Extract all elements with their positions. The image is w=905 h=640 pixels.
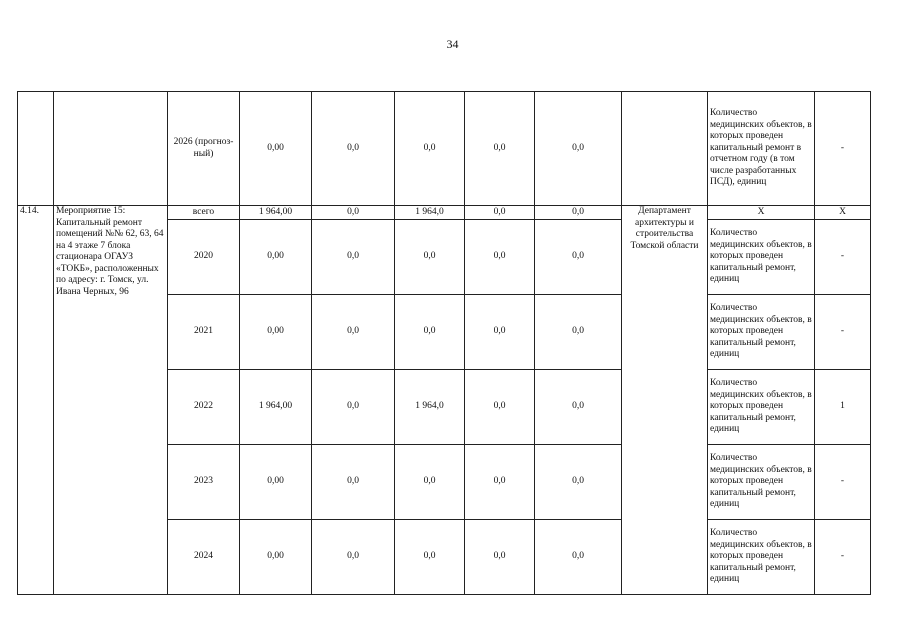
item-number: 4.14.	[18, 206, 54, 595]
total-cell: 1 964,00	[240, 370, 312, 445]
indicator-value-cell: X	[815, 206, 871, 220]
local-budget-cell: 0,0	[465, 445, 535, 520]
item-name: Мероприятие 15: Капитальный ремонт помещений №№ 62, 63, 64 на 4 этаже 7 блока стационара ОГАУЗ «ТОКБ», расположенных по адресу: г. Томск, ул. Ивана Черных, 96	[54, 206, 168, 595]
regional-budget-cell: 1 964,0	[395, 370, 465, 445]
year-cell: 2022	[168, 370, 240, 445]
page-number: 34	[446, 37, 459, 51]
other-sources-cell: 0,0	[535, 295, 622, 370]
total-cell: 0,00	[240, 520, 312, 595]
year-cell: 2020	[168, 220, 240, 295]
local-budget-cell: 0,0	[465, 295, 535, 370]
federal-budget-cell: 0,0	[312, 295, 395, 370]
total-cell: 0,00	[240, 445, 312, 520]
other-sources-cell: 0,0	[535, 370, 622, 445]
regional-budget-cell: 0,0	[395, 445, 465, 520]
other-sources-cell: 0,0	[535, 92, 622, 206]
indicator-value-cell: -	[815, 92, 871, 206]
year-cell: 2026 (прогноз-ный)	[168, 92, 240, 206]
local-budget-cell: 0,0	[465, 370, 535, 445]
indicator-value-cell: -	[815, 220, 871, 295]
indicator-cell: X	[708, 206, 815, 220]
indicator-value-cell: 1	[815, 370, 871, 445]
other-sources-cell: 0,0	[535, 206, 622, 220]
federal-budget-cell: 0,0	[312, 220, 395, 295]
local-budget-cell: 0,0	[465, 92, 535, 206]
executor-cell-empty	[622, 92, 708, 206]
regional-budget-cell: 0,0	[395, 92, 465, 206]
indicator-value-cell: -	[815, 445, 871, 520]
name-cell-empty	[54, 92, 168, 206]
federal-budget-cell: 0,0	[312, 92, 395, 206]
federal-budget-cell: 0,0	[312, 520, 395, 595]
indicator-cell: Количество медицинских объектов, в которых проведен капитальный ремонт, единиц	[708, 370, 815, 445]
number-cell-empty	[18, 92, 54, 206]
executor-cell: Департамент архитектуры и строительства Томской области	[622, 206, 708, 595]
year-cell: 2024	[168, 520, 240, 595]
local-budget-cell: 0,0	[465, 220, 535, 295]
year-cell: 2023	[168, 445, 240, 520]
total-cell: 0,00	[240, 92, 312, 206]
total-cell: 1 964,00	[240, 206, 312, 220]
table-row-2026	[18, 92, 871, 206]
indicator-cell: Количество медицинских объектов, в которых проведен капитальный ремонт, единиц	[708, 295, 815, 370]
total-cell: 0,00	[240, 295, 312, 370]
federal-budget-cell: 0,0	[312, 206, 395, 220]
indicator-cell: Количество медицинских объектов, в которых проведен капитальный ремонт, единиц	[708, 520, 815, 595]
federal-budget-cell: 0,0	[312, 370, 395, 445]
year-cell: всего	[168, 206, 240, 220]
total-cell: 0,00	[240, 220, 312, 295]
program-table	[17, 91, 871, 595]
other-sources-cell: 0,0	[535, 445, 622, 520]
regional-budget-cell: 1 964,0	[395, 206, 465, 220]
table-row-total	[18, 206, 871, 220]
indicator-cell: Количество медицинских объектов, в которых проведен капитальный ремонт в отчетном году (в том числе разработанных ПСД), единиц	[708, 92, 815, 206]
indicator-value-cell: -	[815, 520, 871, 595]
federal-budget-cell: 0,0	[312, 445, 395, 520]
regional-budget-cell: 0,0	[395, 295, 465, 370]
regional-budget-cell: 0,0	[395, 520, 465, 595]
local-budget-cell: 0,0	[465, 520, 535, 595]
indicator-cell: Количество медицинских объектов, в которых проведен капитальный ремонт, единиц	[708, 220, 815, 295]
other-sources-cell: 0,0	[535, 220, 622, 295]
indicator-cell: Количество медицинских объектов, в которых проведен капитальный ремонт, единиц	[708, 445, 815, 520]
indicator-value-cell: -	[815, 295, 871, 370]
local-budget-cell: 0,0	[465, 206, 535, 220]
regional-budget-cell: 0,0	[395, 220, 465, 295]
other-sources-cell: 0,0	[535, 520, 622, 595]
year-cell: 2021	[168, 295, 240, 370]
